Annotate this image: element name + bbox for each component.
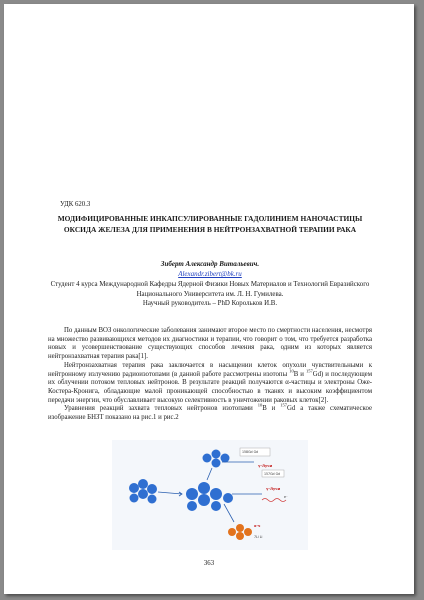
svg-text:158Gd Gd: 158Gd Gd: [242, 450, 259, 454]
author-name: Зиберт Александр Витальевич.: [160, 260, 260, 268]
svg-text:γ-Лучи: γ-Лучи: [258, 464, 273, 468]
affiliation-block: [48, 280, 372, 309]
svg-text:α-ч: α-ч: [254, 524, 261, 528]
svg-text:e⁻: e⁻: [284, 495, 288, 499]
page-number: 363: [203, 560, 215, 567]
paragraph-2: Нейтронзахватная терапия рака заключается в насыщении клеток опухоли чувствительными к нейтронному излучению радиоизотопами (в данной работе рассмотрены изотопы $^{10}$B и $^{157}$Gd) и последующем их облучении потоком тепловых нейтронов. В результате реакций получаются α-частицы и электроны Оже-Костера-Кронига, обладающие малой проникающей способностью в тканях и высоким коэффициентом передачи энергии, что обуславливает высокую селективность в уничтожении раковых клеток[2].: [48, 361, 372, 404]
svg-text:γ-Лучи: γ-Лучи: [266, 487, 281, 491]
supervisor-text: Научный руководитель – PhD Корольков И.В.: [142, 300, 278, 308]
paragraph-1: По данным ВОЗ онкологические заболевания занимают второе место по смертности населения, несмотря на множество развивающихся методов их диагностики и терапии, что говорит о том, что требуется разработка новых и усовершенствование существующих способов лечения рака, одним из которых является нейтронзахватная терапия рака[1].: [48, 327, 372, 361]
author-email-link[interactable]: Alexandr.zibert@bk.ru: [178, 270, 242, 278]
body-text: [48, 327, 372, 423]
paper-title: МОДИФИЦИРОВАННЫЕ ИНКАПСУЛИРОВАННЫЕ ГАДОЛИНИЕМ НАНОЧАСТИЦЫ ОКСИДА ЖЕЛЕЗА ДЛЯ ПРИМЕНЕНИЯ В НЕЙТРОНЗАХВАТНОЙ ТЕРАПИИ РАКА: [57, 214, 363, 234]
document-page: [4, 4, 414, 594]
svg-text:157Gd Gd: 157Gd Gd: [264, 472, 281, 476]
svg-text:7Li Li: 7Li Li: [254, 535, 263, 539]
udc-code: УДК 620.3: [60, 201, 91, 208]
paragraph-3: Уравнения реакций захвата тепловых нейтронов изотопами $^{10}$B и $^{157}$Gd а также схематическое изображение БНЗТ показано на рис.1 и рис.2: [48, 403, 372, 422]
bnct-scheme-figure: [112, 440, 308, 550]
affiliation-text: Студент 4 курса Международной Кафедры Ядерной Физики Новых Материалов и Технологий Евразийского Национального Университета им. Л. Н. Гумилева.: [50, 281, 370, 298]
